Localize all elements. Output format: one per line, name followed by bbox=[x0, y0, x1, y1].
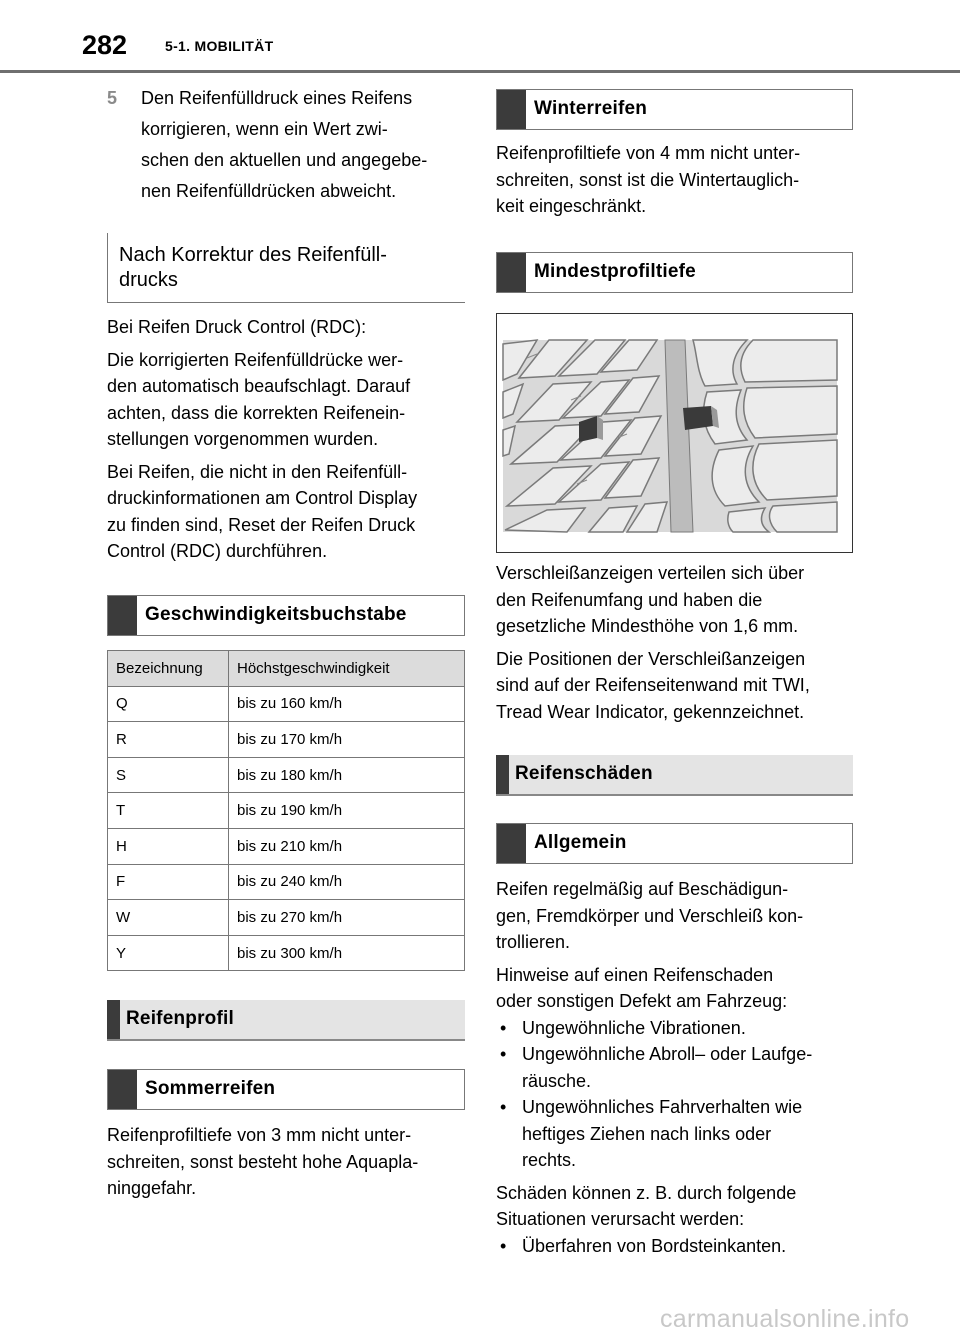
column-header: Höchstgeschwindigkeit bbox=[229, 651, 465, 687]
tire-tread-illustration bbox=[496, 313, 853, 553]
paragraph-summer-depth: Reifenprofiltiefe von 3 mm nicht unter- schreiten, sonst besteht hohe Aquapla- ninggefahr. bbox=[107, 1125, 419, 1198]
chapter-title: 5-1. MOBILITÄT bbox=[165, 38, 274, 54]
winter-text-block bbox=[496, 140, 854, 220]
heading-speed-letter: Geschwindigkeitsbuchstabe bbox=[107, 595, 465, 636]
heading-tire-profile: Reifenprofil bbox=[107, 1000, 465, 1041]
table-row: Y bis zu 300 km/h bbox=[108, 935, 465, 971]
heading-summer-tires: Sommerreifen bbox=[107, 1069, 465, 1110]
table-row: S bis zu 180 km/h bbox=[108, 757, 465, 793]
damage-hints-list bbox=[496, 1015, 854, 1174]
paragraph-reset-rdc: Bei Reifen, die nicht in den Reifenfüll- druckinformationen am Control Display zu finden sind, Reset der Reifen Druck Control (RDC) durchführen. bbox=[107, 461, 418, 561]
heading-bar bbox=[497, 253, 526, 292]
speed-table bbox=[107, 650, 465, 971]
heading-tire-damage: Reifenschäden bbox=[496, 755, 853, 796]
step-text bbox=[141, 83, 467, 207]
damage-text-block bbox=[496, 876, 854, 1259]
page-number: 282 bbox=[82, 30, 128, 60]
step-line: korrigieren, wenn ein Wert zwi- bbox=[141, 119, 388, 139]
table-row: T bis zu 190 km/h bbox=[108, 793, 465, 829]
list-item: • Ungewöhnliche Abroll– oder Laufge- räusche. bbox=[496, 1041, 854, 1094]
step-5 bbox=[107, 83, 467, 207]
heading-bar bbox=[108, 596, 137, 635]
wear-text-block bbox=[496, 560, 854, 725]
rdc-text-block bbox=[107, 314, 465, 565]
paragraph-winter-depth: Reifenprofiltiefe von 4 mm nicht unter- schreiten, sonst ist die Wintertauglich- keit eingeschränkt. bbox=[496, 143, 801, 216]
paragraph-regular-check: Reifen regelmäßig auf Beschädigun- gen, Fremdkörper und Verschleiß kon- trollieren. bbox=[496, 879, 804, 952]
list-item: • Überfahren von Bordsteinkanten. bbox=[496, 1233, 854, 1260]
tread-wear-indicator-drawing bbox=[497, 314, 852, 552]
list-item: • Ungewöhnliches Fahrverhalten wie heftiges Ziehen nach links oder rechts. bbox=[496, 1094, 854, 1174]
step-line: schen den aktuellen und angegebe- bbox=[141, 150, 428, 170]
heading-bar bbox=[497, 90, 526, 129]
paragraph-auto-applied: Die korrigierten Reifenfülldrücke wer- den automatisch beaufschlagt. Darauf achten, dass die korrekten Reifenein- stellungen vorgenommen wurden. bbox=[107, 349, 411, 449]
list-item: • Ungewöhnliche Vibrationen. bbox=[496, 1015, 854, 1042]
paragraph-damage-hints: Hinweise auf einen Reifenschaden oder sonstigen Defekt am Fahrzeug: bbox=[496, 964, 788, 1011]
heading-bar bbox=[497, 824, 526, 863]
heading-bar bbox=[107, 1000, 120, 1039]
heading-bar bbox=[496, 755, 509, 794]
column-header: Bezeichnung bbox=[108, 651, 229, 687]
heading-general: Allgemein bbox=[496, 823, 853, 864]
step-line: nen Reifenfülldrücken abweicht. bbox=[141, 181, 397, 201]
paragraph-wear-indicators: Verschleißanzeigen verteilen sich über den Reifenumfang und haben die gesetzliche Mindesthöhe von 1,6 mm. bbox=[496, 563, 805, 636]
watermark: carmanualsonline.info bbox=[660, 1305, 910, 1333]
table-row: F bis zu 240 km/h bbox=[108, 864, 465, 900]
subheading-after-correction: Nach Korrektur des Reifenfüll- drucks bbox=[107, 233, 465, 303]
page-header bbox=[0, 0, 960, 74]
paragraph-damage-causes: Schäden können z. B. durch folgende Situationen verursacht werden: bbox=[496, 1182, 797, 1229]
paragraph-twi-positions: Die Positionen der Verschleißanzeigen sind auf der Reifenseitenwand mit TWI, Tread Wear Indicator, gekennzeichnet. bbox=[496, 648, 810, 722]
table-header-row bbox=[108, 651, 465, 687]
header-rule bbox=[0, 70, 960, 73]
step-line: Den Reifenfülldruck eines Reifens bbox=[141, 88, 413, 108]
step-number: 5 bbox=[107, 88, 118, 108]
table-row: Q bis zu 160 km/h bbox=[108, 686, 465, 722]
table-row: W bis zu 270 km/h bbox=[108, 900, 465, 936]
summer-text-block bbox=[107, 1122, 465, 1202]
heading-bar bbox=[108, 1070, 137, 1109]
table-row: H bis zu 210 km/h bbox=[108, 828, 465, 864]
damage-causes-list bbox=[496, 1233, 854, 1260]
paragraph-rdc: Bei Reifen Druck Control (RDC): bbox=[107, 317, 367, 337]
table-row: R bis zu 170 km/h bbox=[108, 722, 465, 758]
heading-minimum-depth: Mindestprofiltiefe bbox=[496, 252, 853, 293]
heading-winter-tires: Winterreifen bbox=[496, 89, 853, 130]
